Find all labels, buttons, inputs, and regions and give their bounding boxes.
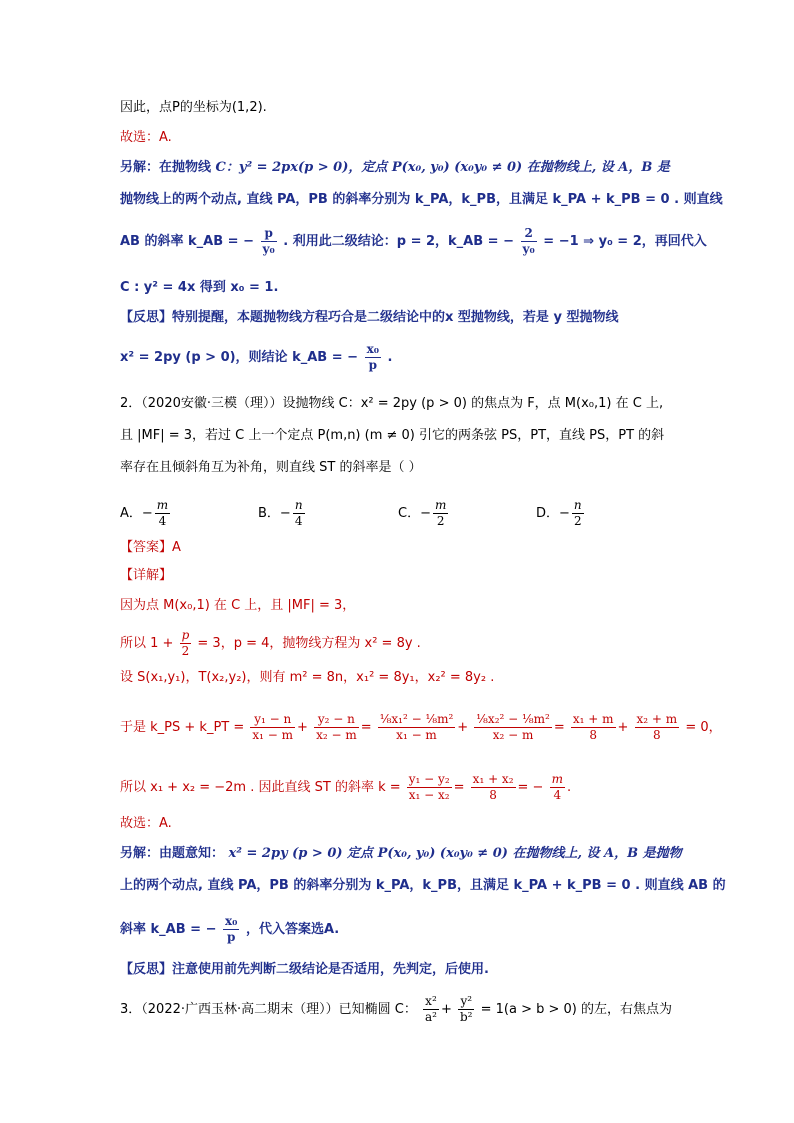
text-line: 另解：在抛物线 C：y² = 2px(p > 0)，定点 P(x₀, y₀) (x₀y₀ ≠ 0) 在抛物线上, 设 A，B 是 <box>120 160 670 175</box>
solution-line: 所以 1 + $\frac{p}{2}$ = 3，p = 4，抛物线方程为 x² = 8y . <box>120 628 421 658</box>
solution-line: 于是 k_PS + k_PT = $\frac{\text{y₁ − n}}{\text{x₁ − m}}$ + $\frac{\text{y₂ − n}}{\text{x₂ − m}}$ = $\frac{\text{⅛x₁² − ⅛m²}}{\text{x₁ − m}}$ + $\frac{\text{⅛x₂² − ⅛m²}}{\text{x₂ − m}}$ = $\frac{\text{x₁ + m}}{8}$ + $\frac{\text{x₂ + m}}{8}$ = 0， <box>120 712 722 742</box>
fraction: $\frac{\text{x₀}}{p}$ <box>225 914 238 944</box>
option-a: A．− $\frac{m}{4}$ <box>120 498 169 528</box>
text-line: 抛物线上的两个动点, 直线 PA，PB 的斜率分别为 k_PA，k_PB，且满足 k_PA + k_PB = 0 . 则直线 <box>120 192 723 207</box>
solution-line: 所以 x₁ + x₂ = −2m . 因此直线 ST 的斜率 k = $\frac{\text{y₁ − y₂}}{\text{x₁ − x₂}}$ = $\frac{\text{x₁ + x₂}}{8}$ = − $\frac{m}{4}$ . <box>120 772 572 802</box>
fraction: $\frac{m}{2}$ <box>434 498 447 528</box>
fraction: $\frac{\text{x₂ + m}}{8}$ <box>636 712 678 742</box>
alt-solution-line: 另解：由题意知： x² = 2py (p > 0) 定点 P(x₀, y₀) (x₀y₀ ≠ 0) 在抛物线上, 设 A，B 是抛物 <box>120 846 682 861</box>
question-3-line: 3．（2022·广西玉林·高二期末（理））已知椭圆 C： $\frac{\text{x²}}{\text{a²}}$ + $\frac{\text{y²}}{\text{b²}}$ = 1(a > b > 0) 的左，右焦点为 <box>120 994 673 1024</box>
fraction: $\frac{\text{x²}}{\text{a²}}$ <box>424 994 437 1024</box>
fraction: $\frac{n}{2}$ <box>573 498 582 528</box>
detail-heading: 【详解】 <box>120 568 173 583</box>
text-line: x² = 2py (p > 0)，则结论 k_AB = − $\frac{\text{x₀}}{p}$ . <box>120 342 393 372</box>
fraction: $\frac{\text{y₁ − y₂}}{\text{x₁ − x₂}}$ <box>408 772 450 802</box>
solution-line: 故选：A. <box>120 816 172 831</box>
fraction: $\frac{\text{x₁ + m}}{8}$ <box>572 712 614 742</box>
option-c: C．− $\frac{m}{2}$ <box>398 498 447 528</box>
solution-line: 因为点 M(x₀,1) 在 C 上，且 |MF| = 3， <box>120 598 356 613</box>
alt-solution-line: 上的两个动点, 直线 PA，PB 的斜率分别为 k_PA，k_PB，且满足 k_PA + k_PB = 0 . 则直线 AB 的 <box>120 878 726 893</box>
fraction: $\frac{m}{4}$ <box>551 772 563 802</box>
text-line: AB 的斜率 k_AB = − $\frac{p}{\text{y₀}}$ . 利用此二级结论：p = 2，k_AB = − $\frac{2}{\text{y₀}}$ = −1 ⇒ y₀ = 2，再回代入 <box>120 226 707 256</box>
solution-line: 设 S(x₁,y₁)，T(x₂,y₂)，则有 m² = 8n，x₁² = 8y₁，x₂² = 8y₂ . <box>120 670 495 685</box>
option-b: B．− $\frac{n}{4}$ <box>258 498 303 528</box>
text-line: 因此，点P的坐标为(1,2). <box>120 100 267 115</box>
fraction: $\frac{m}{4}$ <box>156 498 169 528</box>
fraction: $\frac{p}{\text{y₀}}$ <box>262 226 275 256</box>
text-line: 故选：A. <box>120 130 172 145</box>
fraction: $\frac{\text{⅛x₂² − ⅛m²}}{\text{x₂ − m}}$ <box>476 712 550 742</box>
fraction: $\frac{p}{2}$ <box>181 628 190 658</box>
fraction: $\frac{\text{x₀}}{p}$ <box>366 342 379 372</box>
fraction: $\frac{\text{⅛x₁² − ⅛m²}}{\text{x₁ − m}}$ <box>379 712 454 742</box>
reflection-line: 【反思】注意使用前先判断二级结论是否适用，先判定，后使用. <box>120 962 489 977</box>
question-2-line: 且 |MF| = 3，若过 C 上一个定点 P(m,n) (m ≠ 0) 引它的两条弦 PS，PT，直线 PS，PT 的斜 <box>120 428 665 443</box>
fraction: $\frac{\text{y₂ − n}}{\text{x₂ − m}}$ <box>316 712 357 742</box>
alt-solution-line: 斜率 k_AB = − $\frac{\text{x₀}}{p}$ ，代入答案选A. <box>120 914 340 944</box>
question-2-line: 率存在且倾斜角互为补角，则直线 ST 的斜率是（ ） <box>120 460 422 475</box>
text-line: 【反思】特别提醒，本题抛物线方程巧合是二级结论中的x 型抛物线，若是 y 型抛物线 <box>120 310 619 325</box>
fraction: $\frac{\text{y²}}{\text{b²}}$ <box>459 994 473 1024</box>
text-line: C : y² = 4x 得到 x₀ = 1. <box>120 280 279 295</box>
option-d: D．− $\frac{n}{2}$ <box>536 498 582 528</box>
question-2-line: 2．（2020安徽·三模（理））设抛物线 C：x² = 2py (p > 0) 的焦点为 F，点 M(x₀,1) 在 C 上, <box>120 396 664 411</box>
fraction: $\frac{\text{y₁ − n}}{\text{x₁ − m}}$ <box>252 712 294 742</box>
fraction: $\frac{n}{4}$ <box>294 498 303 528</box>
fraction: $\frac{\text{x₁ + x₂}}{8}$ <box>472 772 514 802</box>
answer-line: 【答案】A <box>120 540 181 555</box>
fraction: $\frac{2}{\text{y₀}}$ <box>522 226 535 256</box>
